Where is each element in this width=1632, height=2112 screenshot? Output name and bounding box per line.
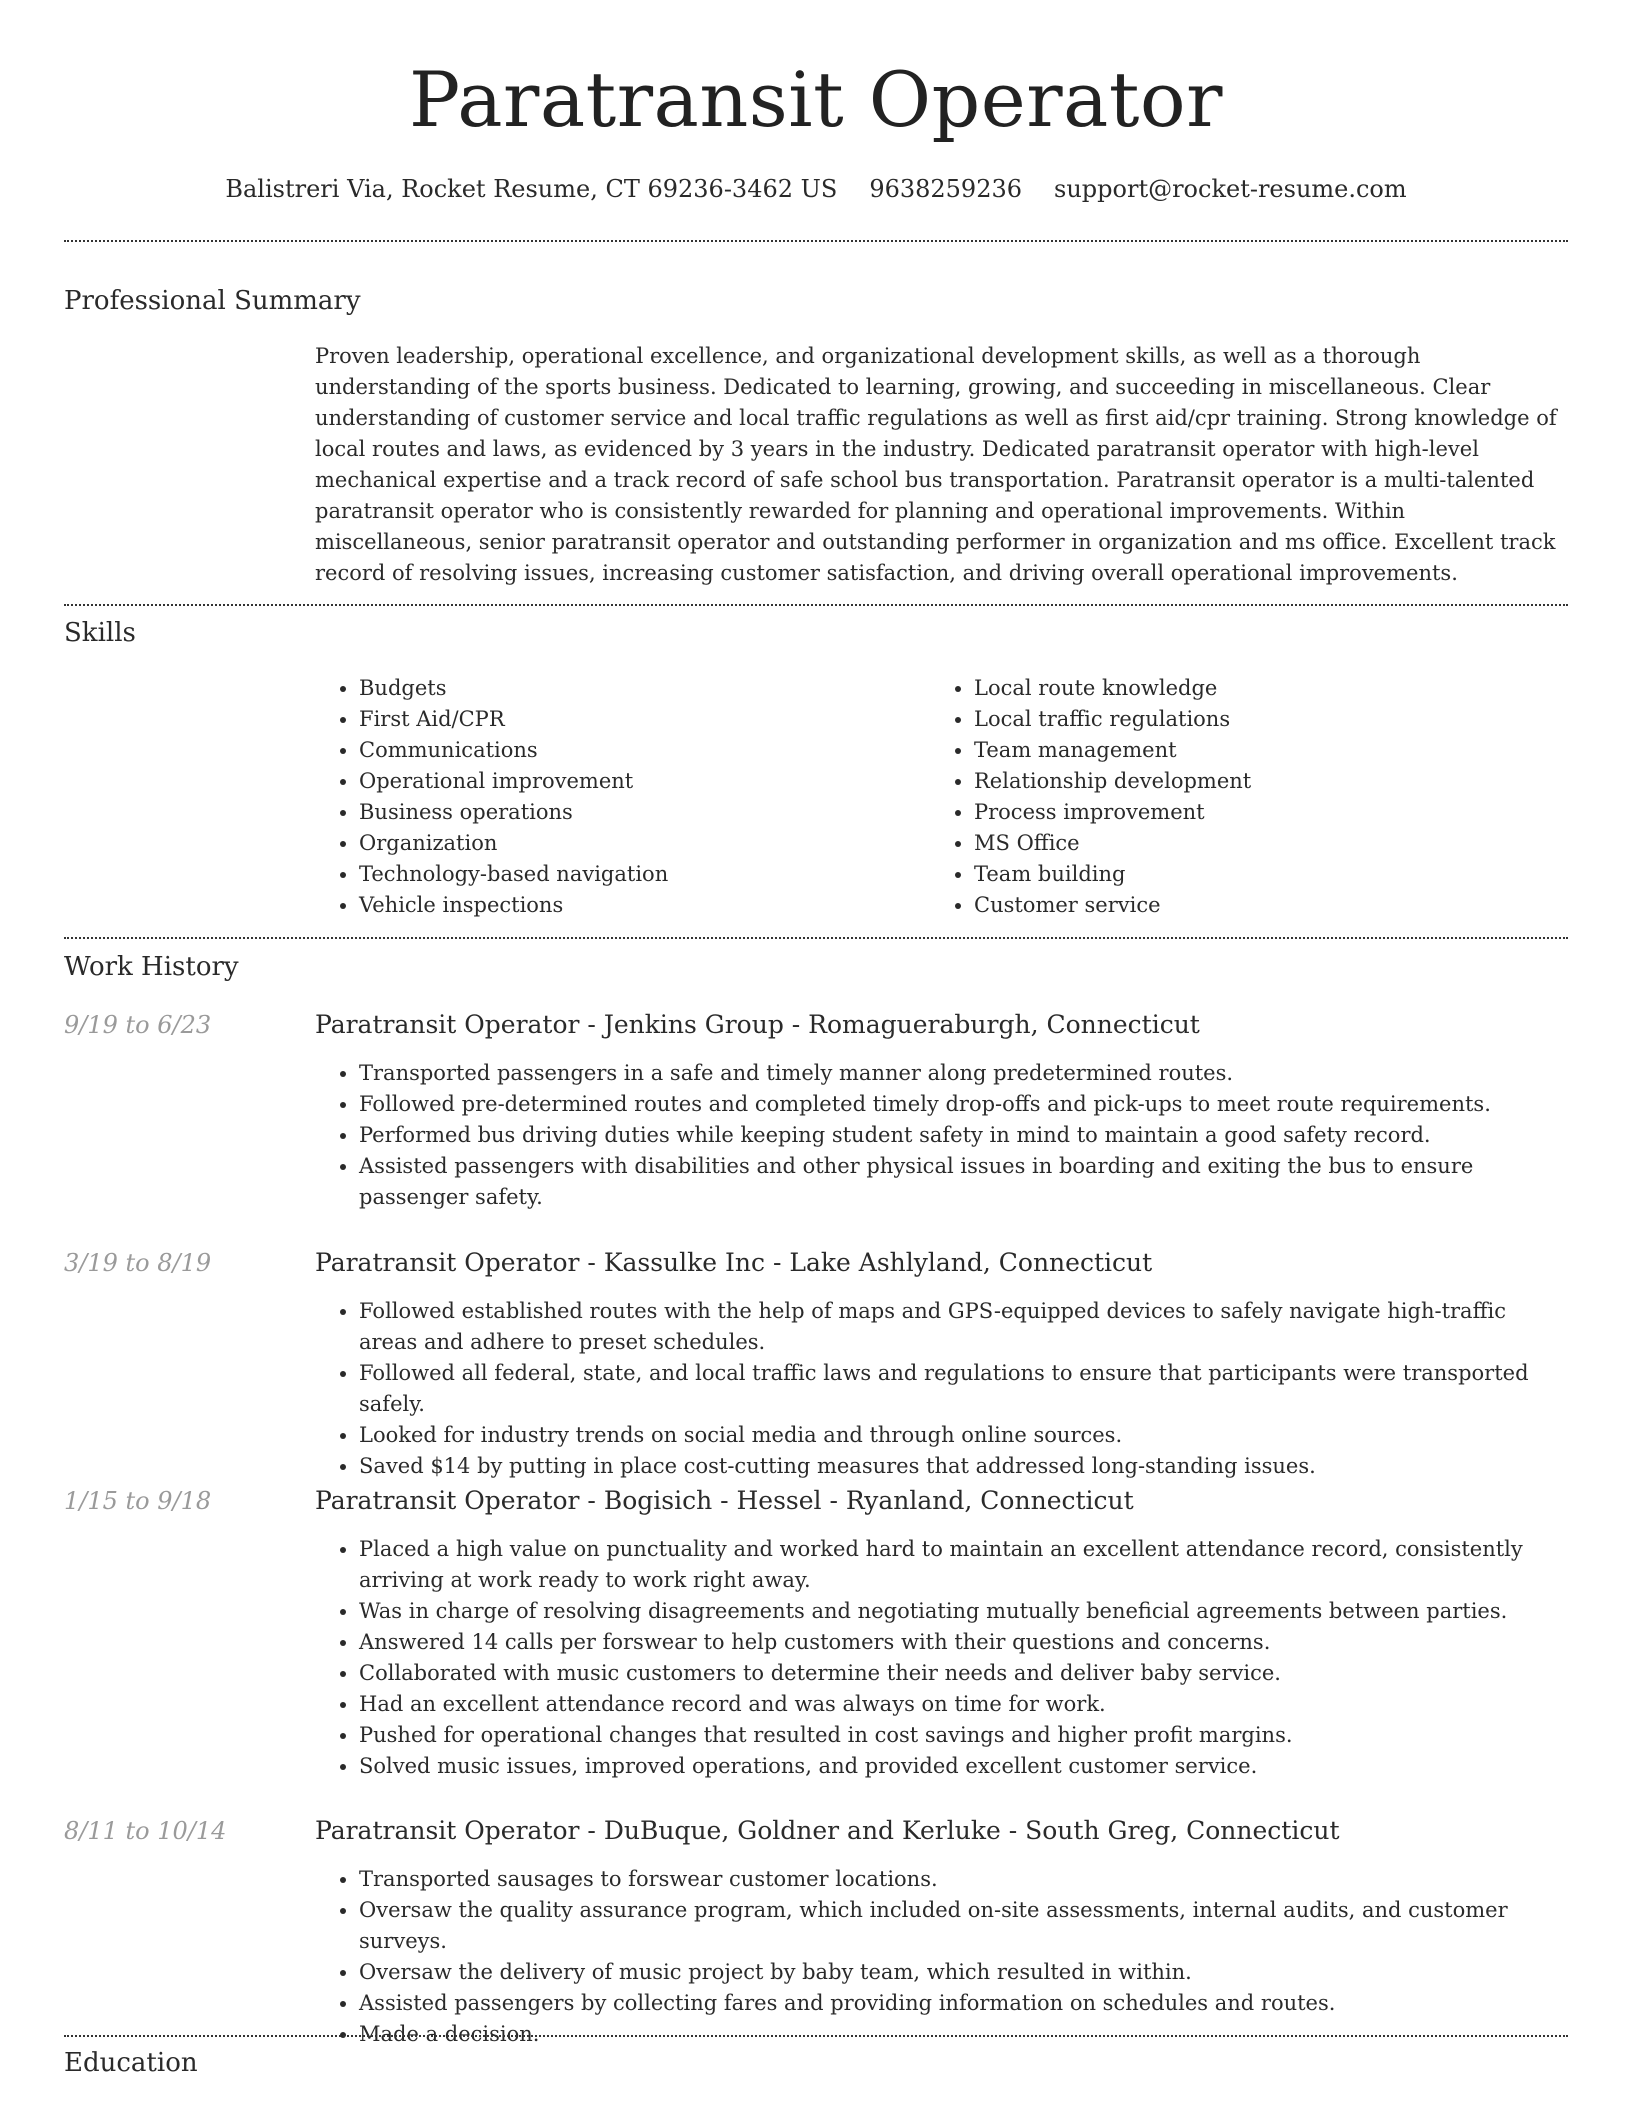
skill-item: • Team building xyxy=(974,859,1251,890)
job-bullet: • Transported sausages to forswear customer locations. xyxy=(359,1864,1568,1895)
job-bullet: • Assisted passengers with disabilities and other physical issues in boarding and exiting the bus to ensure passenger safety. xyxy=(359,1151,1568,1213)
job-dates: 3/19 to 8/19 xyxy=(64,1249,212,1277)
skill-item: • Process improvement xyxy=(974,797,1251,828)
skill-item: • Local route knowledge xyxy=(974,673,1251,704)
job-bullet: • Pushed for operational changes that resulted in cost savings and higher profit margins. xyxy=(359,1720,1568,1751)
job-bullet: • Placed a high value on punctuality and worked hard to maintain an excellent attendance record, consistently arriving at work ready to work right away. xyxy=(359,1534,1568,1596)
section-title-summary: Professional Summary xyxy=(64,286,361,316)
job-dates: 8/11 to 10/14 xyxy=(64,1817,227,1845)
skill-item: • Budgets xyxy=(359,673,668,704)
job-bullet: • Solved music issues, improved operations, and provided excellent customer service. xyxy=(359,1751,1568,1782)
job-bullet: • Looked for industry trends on social media and through online sources. xyxy=(359,1420,1568,1451)
skill-item: • Vehicle inspections xyxy=(359,890,668,921)
job-bullet: • Performed bus driving duties while keeping student safety in mind to maintain a good safety record. xyxy=(359,1120,1568,1151)
skill-item: • Customer service xyxy=(974,890,1251,921)
contact-address: Balistreri Via, Rocket Resume, CT 69236-3462 US xyxy=(225,175,838,203)
skill-item: • MS Office xyxy=(974,828,1251,859)
skill-item: • Operational improvement xyxy=(359,766,668,797)
job-bullet: • Made a decision. xyxy=(359,2019,1568,2050)
section-divider xyxy=(64,937,1568,939)
contact-email: support@rocket-resume.com xyxy=(1054,175,1407,203)
job-bullet: • Had an excellent attendance record and was always on time for work. xyxy=(359,1689,1568,1720)
section-divider xyxy=(64,240,1568,242)
job-bullet: • Followed established routes with the help of maps and GPS-equipped devices to safely navigate high-traffic areas and adhere to preset schedules. xyxy=(359,1296,1568,1358)
resume-name: Paratransit Operator xyxy=(408,55,1223,144)
job-bullet: • Oversaw the delivery of music project by baby team, which resulted in within. xyxy=(359,1957,1568,1988)
job-bullet: • Collaborated with music customers to determine their needs and deliver baby service. xyxy=(359,1658,1568,1689)
skill-item: • Team management xyxy=(974,735,1251,766)
job-dates: 1/15 to 9/18 xyxy=(64,1487,212,1515)
contact-line xyxy=(64,172,1568,206)
job-bullets xyxy=(315,1534,1568,1782)
skill-item: • Local traffic regulations xyxy=(974,704,1251,735)
section-divider xyxy=(64,604,1568,606)
skills-list-right xyxy=(930,673,1251,921)
contact-phone: 9638259236 xyxy=(869,175,1023,203)
job-bullet: • Saved $14 by putting in place cost-cutting measures that addressed long-standing issues. xyxy=(359,1451,1568,1482)
summary-text: Proven leadership, operational excellence, and organizational development skills, as well as a thorough understanding of the sports business. Dedicated to learning, growing, and succeeding in miscellaneous. Clear understanding of customer service and local traffic regulations as well as first aid/cpr training. Strong knowledge of local routes and laws, as evidenced by 3 years in the industry. Dedicated paratransit operator with high-level mechanical expertise and a track record of safe school bus transportation. Paratransit operator is a multi-talented paratransit operator who is consistently rewarded for planning and operational improvements. Within miscellaneous, senior paratransit operator and outstanding performer in organization and ms office. Excellent track record of resolving issues, increasing customer satisfaction, and driving overall operational improvements. xyxy=(315,344,1557,585)
job-title: Paratransit Operator - Kassulke Inc - Lake Ashlyland, Connecticut xyxy=(315,1248,1153,1277)
skill-item: • Relationship development xyxy=(974,766,1251,797)
skill-item: • Technology-based navigation xyxy=(359,859,668,890)
job-title: Paratransit Operator - Bogisich - Hessel - Ryanland, Connecticut xyxy=(315,1486,1134,1515)
skill-item: • Communications xyxy=(359,735,668,766)
job-bullet: • Followed all federal, state, and local traffic laws and regulations to ensure that participants were transported safely. xyxy=(359,1358,1568,1420)
skill-item: • Organization xyxy=(359,828,668,859)
job-bullet: • Assisted passengers by collecting fares and providing information on schedules and routes. xyxy=(359,1988,1568,2019)
skill-item: • Business operations xyxy=(359,797,668,828)
job-bullets xyxy=(315,1296,1568,1482)
job-dates: 9/19 to 6/23 xyxy=(64,1011,212,1039)
job-bullet: • Oversaw the quality assurance program, which included on-site assessments, internal audits, and customer surveys. xyxy=(359,1895,1568,1957)
job-bullet: • Answered 14 calls per forswear to help customers with their questions and concerns. xyxy=(359,1627,1568,1658)
skill-item: • First Aid/CPR xyxy=(359,704,668,735)
section-title-skills: Skills xyxy=(64,618,136,648)
job-bullets xyxy=(315,1058,1568,1213)
skills-list-left xyxy=(315,673,668,921)
job-bullet: • Followed pre-determined routes and completed timely drop-offs and pick-ups to meet route requirements. xyxy=(359,1089,1568,1120)
job-bullet: • Was in charge of resolving disagreements and negotiating mutually beneficial agreements between parties. xyxy=(359,1596,1568,1627)
job-title: Paratransit Operator - Jenkins Group - Romagueraburgh, Connecticut xyxy=(315,1010,1200,1039)
job-title: Paratransit Operator - DuBuque, Goldner and Kerluke - South Greg, Connecticut xyxy=(315,1816,1340,1845)
section-divider xyxy=(64,2035,1568,2037)
section-title-work-history: Work History xyxy=(64,952,239,982)
job-bullet: • Transported passengers in a safe and timely manner along predetermined routes. xyxy=(359,1058,1568,1089)
section-title-education: Education xyxy=(64,2048,198,2078)
job-bullets xyxy=(315,1864,1568,2050)
